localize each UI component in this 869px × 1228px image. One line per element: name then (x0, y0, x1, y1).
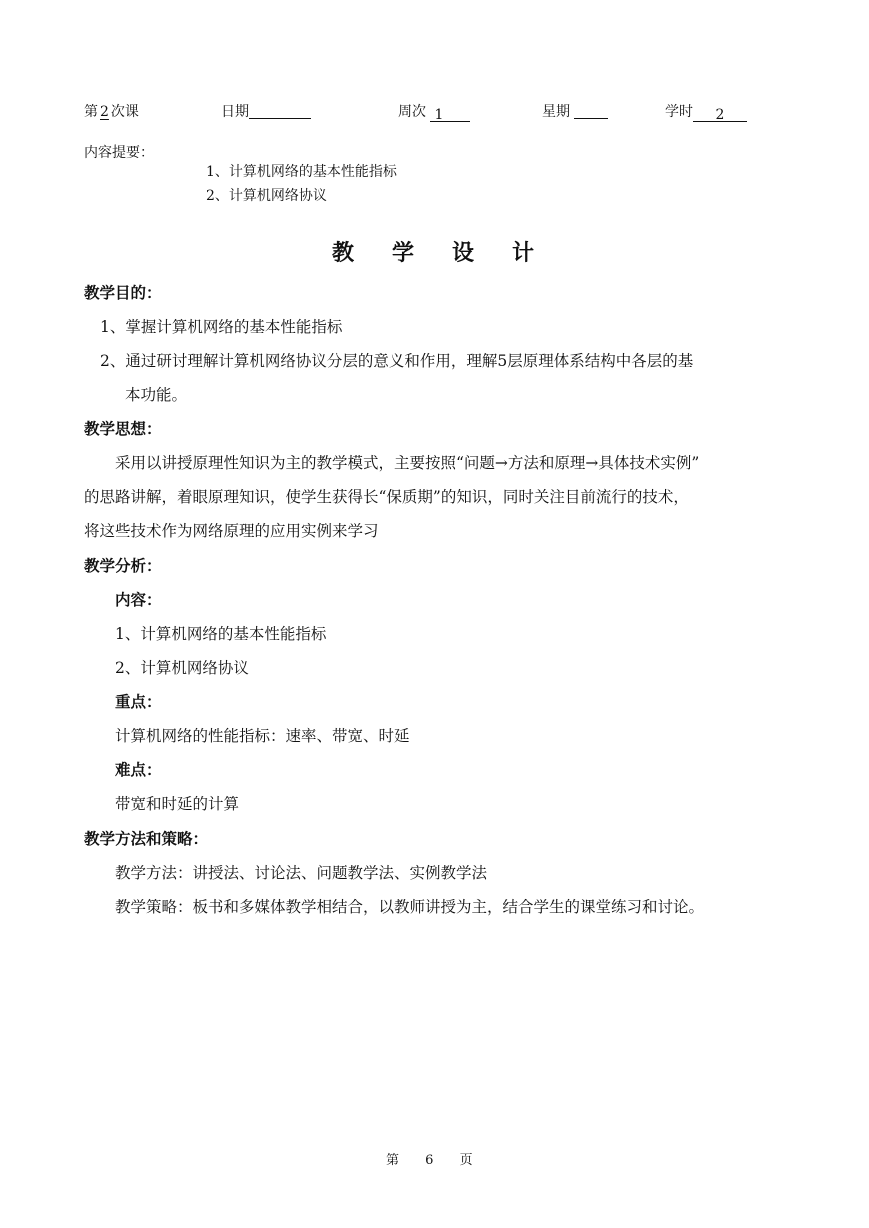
hours-label: 学时 (665, 104, 693, 120)
content-item: 2、计算机网络协议 (115, 659, 249, 677)
week-label: 周次 (398, 104, 426, 120)
week-value-blank (430, 107, 470, 122)
date-label: 日期 (221, 104, 249, 120)
difficult-point-text: 带宽和时延的计算 (115, 795, 240, 813)
footer-suffix: 页 (459, 1153, 473, 1168)
page-number: 6 (425, 1153, 434, 1168)
method-text: 教学方法：讲授法、讨论法、问题教学法、实例教学法 (115, 864, 488, 882)
summary-item: 2、计算机网络协议 (206, 188, 327, 204)
title-char: 教 (332, 240, 355, 266)
thought-line: 采用以讲授原理性知识为主的教学模式，主要按照“问题→方法和原理→具体技术实例” (115, 454, 700, 472)
weekday-blank (574, 104, 608, 119)
goal-item: 1、掌握计算机网络的基本性能指标 (100, 318, 343, 336)
page-footer (386, 1149, 473, 1168)
page-title (332, 236, 534, 267)
goal-item: 2、通过研讨理解计算机网络协议分层的意义和作用，理解5层原理体系结构中各层的基 (100, 352, 694, 370)
hours-field (665, 101, 747, 122)
goals-heading: 教学目的： (84, 284, 162, 302)
weekday-field (542, 101, 608, 121)
key-point-label: 重点： (115, 693, 162, 711)
key-point-text: 计算机网络的性能指标：速率、带宽、时延 (115, 727, 410, 745)
week-field (398, 101, 470, 122)
lesson-num-value: 2 (100, 104, 109, 120)
hours-value-blank (693, 107, 747, 122)
goal-item-continued: 本功能。 (125, 386, 188, 404)
weekday-label: 星期 (542, 104, 570, 120)
week-value: 1 (434, 107, 444, 123)
title-char: 设 (452, 240, 475, 266)
footer-prefix: 第 (386, 1153, 400, 1168)
thought-heading: 教学思想： (84, 420, 162, 438)
thought-line: 将这些技术作为网络原理的应用实例来学习 (84, 522, 379, 540)
lesson-prefix: 第 (84, 104, 98, 120)
analysis-heading: 教学分析： (84, 557, 162, 575)
title-char: 学 (392, 240, 415, 266)
summary-label: 内容提要： (84, 145, 154, 161)
methods-heading: 教学方法和策略： (84, 830, 209, 848)
date-field (221, 101, 311, 121)
difficult-point-label: 难点： (115, 761, 162, 779)
lesson-suffix: 次课 (110, 104, 139, 120)
hours-value: 2 (715, 107, 725, 123)
summary-item: 1、计算机网络的基本性能指标 (206, 164, 397, 180)
strategy-text: 教学策略：板书和多媒体教学相结合，以教师讲授为主，结合学生的课堂练习和讨论。 (115, 898, 705, 916)
thought-line: 的思路讲解，着眼原理知识，使学生获得长“保质期”的知识，同时关注目前流行的技术， (84, 488, 689, 506)
title-char: 计 (512, 240, 535, 266)
content-item: 1、计算机网络的基本性能指标 (115, 625, 327, 643)
date-blank (249, 104, 311, 119)
lesson-number (84, 101, 139, 121)
content-label: 内容： (115, 591, 162, 609)
